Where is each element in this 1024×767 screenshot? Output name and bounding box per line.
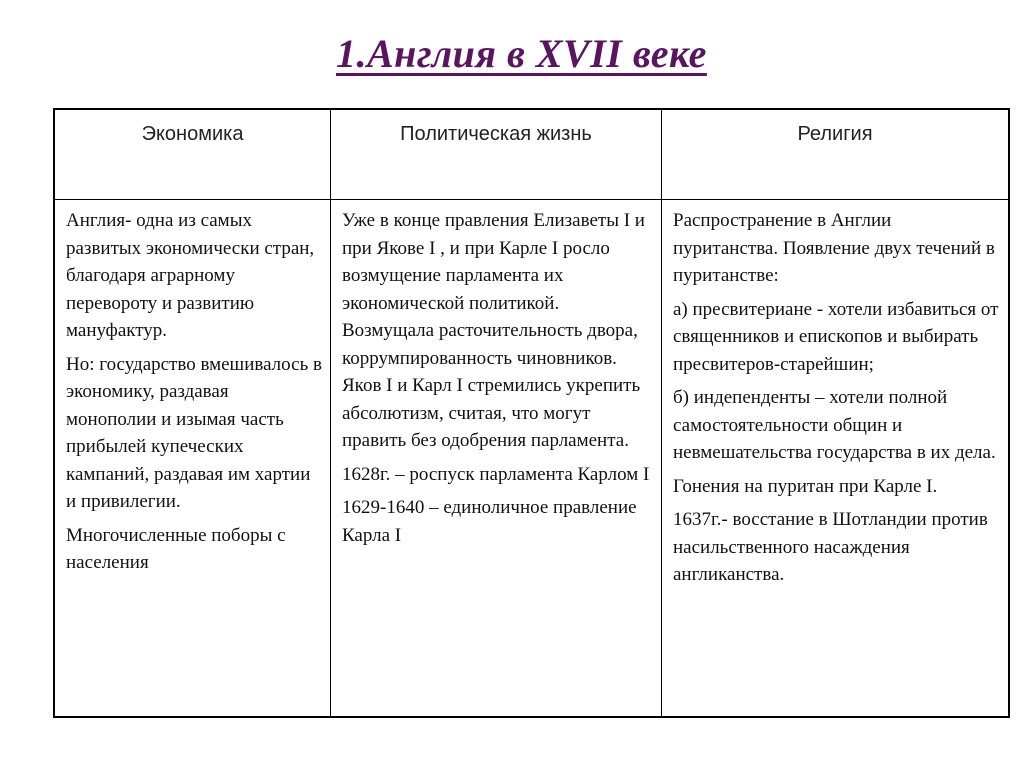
cell-religion [662,200,1008,716]
slide-title: 1.Англия в XVII веке [336,31,707,76]
history-table [53,108,1010,718]
politics-paragraph: Уже в конце правления Елизаветы I и при Якове I , и при Карле I росло возмущение парламента их экономической политикой. Возмущала расточительность двора, коррумпированность чиновников. Яков I и Карл I стремились укрепить абсолютизм, считая, что могут править без одобрения парламента. [342,210,645,451]
economy-paragraph: Но: государство вмешивалось в экономику, раздавая монополии и изымая часть прибылей купеческих кампаний, раздавая им хартии и привилегии. [66,353,322,512]
cell-politics [331,200,662,716]
religion-paragraph: а) пресвитериане - хотели избавиться от священников и епископов и выбирать пресвитеров-старейшин; [673,298,999,375]
religion-paragraph: Гонения на пуритан при Карле I. [673,475,938,497]
economy-paragraph: Многочисленные поборы с населения [66,524,286,573]
politics-paragraph: 1628г. – роспуск парламента Карлом I [342,463,650,485]
politics-paragraph: 1629-1640 – единоличное правление Карла I [342,497,637,546]
header-religion: Религия [662,110,1008,200]
cell-economy [55,200,331,716]
religion-paragraph: 1637г.- восстание в Шотландии против насильственного насаждения англиканства. [673,509,988,585]
header-economy: Экономика [55,110,331,200]
religion-paragraph: Распространение в Англии пуританства. Появление двух течений в пуританстве: [673,210,995,286]
religion-paragraph: б) индепенденты – хотели полной самостоятельности общин и невмешательства государства в их дела. [673,387,996,463]
header-politics: Политическая жизнь [331,110,662,200]
economy-paragraph: Англия- одна из самых развитых экономически стран, благодаря аграрному перевороту и развитию мануфактур. [66,210,315,341]
